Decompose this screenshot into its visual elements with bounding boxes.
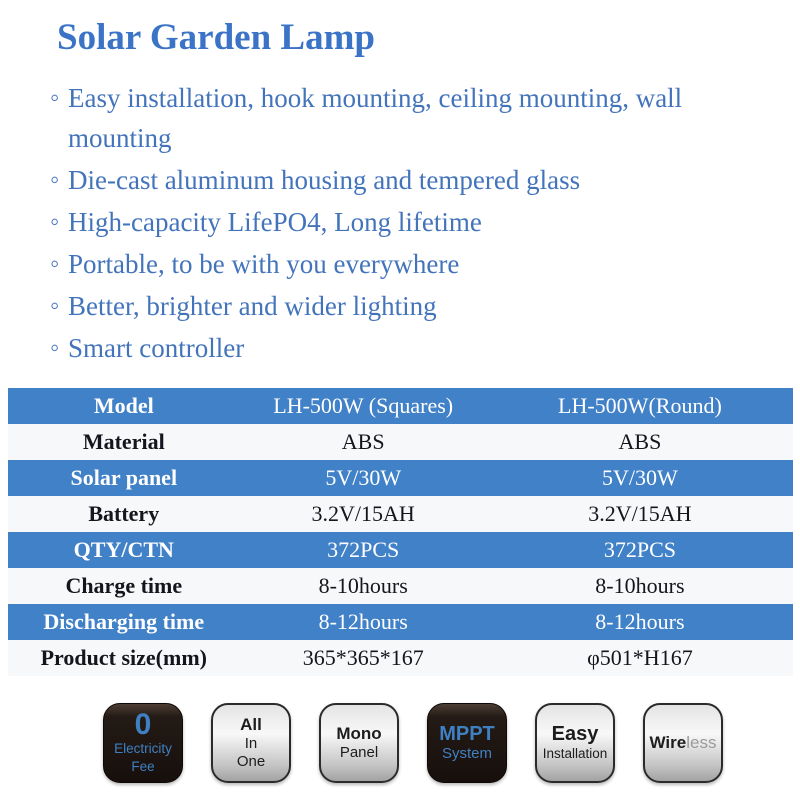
feature-text: Smart controller [68, 333, 245, 363]
product-sheet [0, 16, 800, 800]
spec-value: LH-500W(Round) [558, 393, 722, 418]
bullet-icon: ◦ [50, 207, 60, 236]
spec-value: 372PCS [327, 537, 400, 562]
feature-text: Die-cast aluminum housing and tempered glass [68, 165, 581, 195]
badge-line [131, 758, 154, 776]
feature-item [0, 244, 800, 284]
easy-installation-badge [535, 703, 615, 783]
badge-line [543, 745, 608, 763]
badge-segment: MPPT [439, 722, 495, 745]
feature-item [0, 286, 800, 326]
spec-row [8, 568, 793, 604]
spec-table-body [8, 388, 793, 676]
wireless-badge [643, 703, 723, 783]
spec-value: 8-10hours [318, 573, 408, 598]
badge-segment: less [686, 733, 717, 753]
badge-segment: 0 [134, 708, 152, 742]
spec-row [8, 388, 793, 424]
spec-value: 3.2V/15AH [311, 501, 415, 526]
spec-value: 365*365*167 [302, 645, 424, 670]
feature-item [0, 202, 800, 242]
spec-row [8, 424, 793, 460]
spec-row [8, 640, 793, 676]
spec-row [8, 460, 793, 496]
spec-value: 5V/30W [325, 465, 402, 490]
spec-row [8, 496, 793, 532]
feature-item [0, 328, 800, 368]
spec-label: Product size(mm) [40, 645, 207, 670]
feature-item [0, 160, 800, 200]
badge-segment: In [244, 735, 258, 753]
spec-value: 5V/30W [602, 465, 678, 490]
badge-line [237, 753, 265, 771]
badge-line [114, 740, 172, 758]
spec-value: LH-500W (Squares) [273, 393, 454, 418]
badge-segment: Electricity [114, 741, 172, 757]
spec-value: 8-10hours [595, 573, 685, 598]
badge-segment: Mono [336, 724, 382, 744]
badge-line [336, 724, 381, 744]
bullet-icon: ◦ [50, 165, 60, 194]
spec-label: Material [82, 429, 165, 454]
badge-line [240, 715, 262, 735]
spec-value: ABS [341, 429, 385, 454]
badge-line [552, 723, 599, 745]
badge-line [650, 733, 717, 753]
feature-text: Better, brighter and wider lighting [68, 291, 437, 321]
feature-item [0, 78, 800, 158]
badge-segment: System [441, 745, 492, 763]
page-title: Solar Garden Lamp [57, 17, 375, 58]
badge-line [135, 710, 152, 740]
spec-label: Solar panel [70, 465, 178, 490]
spec-row [8, 604, 793, 640]
badge-line [245, 735, 258, 753]
spec-value: 3.2V/15AH [588, 501, 692, 526]
bullet-icon: ◦ [50, 291, 60, 320]
spec-label: Model [93, 393, 154, 418]
badge-row [103, 703, 800, 783]
badge-segment: Panel [339, 744, 379, 761]
badge-segment: All [240, 715, 262, 735]
spec-label: Charge time [65, 573, 183, 598]
feature-text: High-capacity LifePO4, Long lifetime [68, 207, 482, 237]
spec-row [8, 532, 793, 568]
spec-value: 8-12hours [318, 609, 408, 634]
mppt-system-badge [427, 703, 507, 783]
spec-value: ABS [618, 429, 662, 454]
feature-text: Easy installation, hook mounting, ceiling mounting, wall mounting [68, 83, 683, 153]
spec-label: Battery [88, 501, 160, 526]
feature-list [0, 78, 800, 368]
badge-line [439, 723, 495, 745]
spec-label: QTY/CTN [73, 537, 174, 562]
badge-line [340, 744, 378, 762]
spec-label: Discharging time [43, 609, 205, 634]
spec-value: 8-12hours [595, 609, 685, 634]
badge-segment: One [236, 752, 266, 770]
spec-table [8, 388, 793, 676]
all-in-one-badge [211, 703, 291, 783]
badge-segment: Fee [131, 759, 155, 774]
mono-panel-badge [319, 703, 399, 783]
bullet-icon: ◦ [50, 83, 60, 112]
badge-line [442, 745, 492, 763]
badge-segment: Easy [551, 722, 599, 745]
spec-value: 372PCS [603, 537, 676, 562]
badge-segment: Installation [542, 746, 608, 762]
badge-segment: Wire [649, 733, 687, 753]
zero-electricity-fee-badge [103, 703, 183, 783]
spec-value: φ501*H167 [587, 645, 693, 670]
bullet-icon: ◦ [50, 249, 60, 278]
feature-text: Portable, to be with you everywhere [68, 249, 460, 279]
bullet-icon: ◦ [50, 333, 60, 362]
